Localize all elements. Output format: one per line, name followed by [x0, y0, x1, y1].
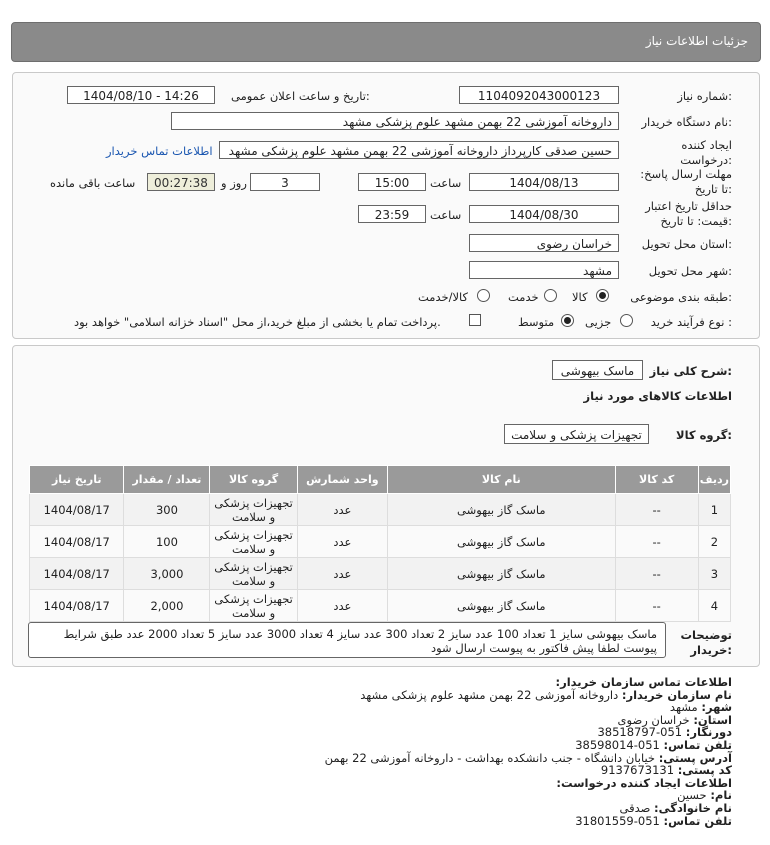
item-code: --: [615, 526, 698, 558]
contact-section: [232, 676, 732, 827]
item-code: --: [615, 494, 698, 526]
process-medium-label: متوسط: [518, 315, 555, 329]
reply-time-field: 15:00: [358, 173, 426, 191]
item-group: تجهیزات پزشکی و سلامت: [210, 526, 297, 558]
province-label: استان محل تحویل:: [641, 237, 732, 251]
contact-fax: 051-38518797: [597, 725, 683, 740]
contact-province: خراسان رضوی: [617, 712, 690, 727]
contact-org: داروخانه آموزشی 22 بهمن مشهد علوم پزشکی مشهد: [360, 687, 619, 702]
creator-name: حسین: [677, 788, 707, 803]
announce-field: 1404/08/10 - 14:26: [67, 86, 215, 104]
table-row: [30, 590, 731, 622]
item-name: ماسک گاز بیهوشی: [388, 526, 616, 558]
category-both-label: کالا/خدمت: [418, 290, 469, 304]
item-qty: 100: [124, 526, 210, 558]
buyer-notes-box: [28, 622, 666, 658]
items-table: [29, 465, 731, 622]
table-row: [30, 494, 731, 526]
item-code: --: [615, 558, 698, 590]
creator-info-title: اطلاعات ایجاد کننده درخواست:: [556, 775, 732, 790]
announce-label: تاریخ و ساعت اعلان عمومی:: [231, 89, 370, 103]
creator-label: ایجاد کننده درخواست:: [680, 138, 732, 167]
col-date: تاریخ نیاز: [30, 466, 124, 494]
treasury-payment-checkbox[interactable]: [469, 314, 481, 326]
category-goods-label: کالا: [572, 290, 588, 304]
item-name: ماسک گاز بیهوشی: [388, 590, 616, 622]
countdown-timer: 00:27:38: [147, 173, 215, 191]
goods-info-title: اطلاعات کالاهای مورد نیاز: [583, 389, 732, 403]
reply-time-label: ساعت: [430, 176, 462, 190]
category-both-radio[interactable]: [477, 289, 490, 302]
category-label: طبقه بندی موضوعی:: [630, 290, 732, 304]
contact-city: مشهد: [669, 700, 698, 715]
buyer-field: داروخانه آموزشی 22 بهمن مشهد علوم پزشکی مشهد: [171, 112, 619, 130]
days-label: روز و: [221, 176, 247, 190]
process-minor-label: جزیی: [585, 315, 612, 329]
col-unit: واحد شمارش: [297, 466, 387, 494]
col-row: ردیف: [698, 466, 730, 494]
buyer-notes-label: توضیحات خریدار:: [680, 628, 732, 657]
item-unit: عدد: [297, 526, 387, 558]
item-group: تجهیزات پزشکی و سلامت: [210, 590, 297, 622]
validity-time-field: 23:59: [358, 205, 426, 223]
need-number-label: شماره نیاز:: [677, 89, 732, 103]
col-code: کد کالا: [615, 466, 698, 494]
item-name: ماسک گاز بیهوشی: [388, 494, 616, 526]
contact-province-label: استان:: [693, 712, 732, 727]
reply-date-field: 1404/08/13: [469, 173, 619, 191]
validity-date-field: 1404/08/30: [469, 205, 619, 223]
row-number: 2: [698, 526, 730, 558]
validity-time-label: ساعت: [430, 208, 462, 222]
process-medium-radio[interactable]: [561, 314, 574, 327]
item-group: تجهیزات پزشکی و سلامت: [210, 494, 297, 526]
process-label: نوع فرآیند خرید :: [650, 315, 732, 329]
city-field: مشهد: [469, 261, 619, 279]
buyer-notes-text: ماسک بیهوشی سایز 1 تعداد 100 عدد سایز 2 تعداد 300 عدد سایز 4 تعداد 3000 عدد سایز 5 تعداد 2000 عدد طبق شرایط پیوست لطفا پیش فاکتور به پیوست ارسال شود: [63, 627, 657, 655]
col-group: گروه کالا: [210, 466, 297, 494]
need-number-field: 1104092043000123: [459, 86, 619, 104]
item-qty: 3,000: [124, 558, 210, 590]
buyer-contact-link[interactable]: اطلاعات تماس خریدار: [106, 144, 213, 158]
creator-name-label: نام:: [710, 788, 732, 803]
item-unit: عدد: [297, 590, 387, 622]
item-date: 1404/08/17: [30, 526, 124, 558]
item-code: --: [615, 590, 698, 622]
category-goods-radio[interactable]: [596, 289, 609, 302]
item-date: 1404/08/17: [30, 494, 124, 526]
creator-family: صدقی: [619, 800, 651, 815]
creator-phone: 051-31801559: [575, 813, 660, 828]
remaining-label: ساعت باقی مانده: [50, 176, 136, 190]
item-unit: عدد: [297, 494, 387, 526]
contact-phone: 051-38598014: [575, 737, 660, 752]
table-row: [30, 558, 731, 590]
group-field: تجهیزات پزشکی و سلامت: [504, 424, 649, 444]
reply-deadline-label: مهلت ارسال پاسخ: تا تاریخ:: [640, 167, 732, 196]
table-row: [30, 526, 731, 558]
contact-org-label: نام سازمان خریدار:: [621, 687, 732, 702]
page-header: [11, 22, 761, 62]
validity-label: حداقل تاریخ اعتبار قیمت: تا تاریخ:: [645, 199, 732, 228]
item-date: 1404/08/17: [30, 558, 124, 590]
row-number: 4: [698, 590, 730, 622]
buyer-label: نام دستگاه خریدار:: [641, 115, 732, 129]
creator-family-label: نام خانوادگی:: [654, 800, 732, 815]
contact-city-label: شهر:: [701, 700, 732, 715]
city-label: شهر محل تحویل:: [648, 264, 732, 278]
creator-field: حسین صدقی کارپرداز داروخانه آموزشی 22 بهمن مشهد علوم پزشکی مشهد: [219, 141, 619, 159]
contact-address: خیابان دانشگاه - جنب دانشکده بهداشت - داروخانه آموزشی 22 بهمن: [324, 750, 656, 765]
province-field: خراسان رضوی: [469, 234, 619, 252]
item-group: تجهیزات پزشکی و سلامت: [210, 558, 297, 590]
item-name: ماسک گاز بیهوشی: [388, 558, 616, 590]
item-qty: 2,000: [124, 590, 210, 622]
items-table-header: [30, 466, 731, 494]
item-unit: عدد: [297, 558, 387, 590]
contact-postal: 9137673131: [600, 763, 675, 778]
page-title: جزئیات اطلاعات نیاز: [645, 34, 748, 48]
summary-label: شرح کلی نیاز:: [649, 364, 732, 378]
contact-address-label: آدرس پستی:: [658, 750, 732, 765]
category-service-radio[interactable]: [544, 289, 557, 302]
creator-phone-label: تلفن تماس:: [663, 813, 732, 828]
group-label: گروه کالا:: [676, 428, 732, 442]
contact-phone-label: تلفن تماس:: [663, 737, 732, 752]
contact-title: اطلاعات تماس سازمان خریدار:: [555, 675, 732, 689]
col-name: نام کالا: [388, 466, 616, 494]
days-field: 3: [250, 173, 320, 191]
process-minor-radio[interactable]: [620, 314, 633, 327]
summary-field: ماسک بیهوشی: [552, 360, 643, 380]
contact-fax-label: دورنگار:: [685, 725, 732, 740]
payment-note: پرداخت تمام یا بخشی از مبلغ خرید،از محل "اسناد خزانه اسلامی" خواهد بود.: [74, 315, 441, 329]
row-number: 3: [698, 558, 730, 590]
item-qty: 300: [124, 494, 210, 526]
row-number: 1: [698, 494, 730, 526]
item-date: 1404/08/17: [30, 590, 124, 622]
col-qty: تعداد / مقدار: [124, 466, 210, 494]
category-service-label: خدمت: [508, 290, 539, 304]
contact-postal-label: کد پستی:: [677, 763, 732, 778]
